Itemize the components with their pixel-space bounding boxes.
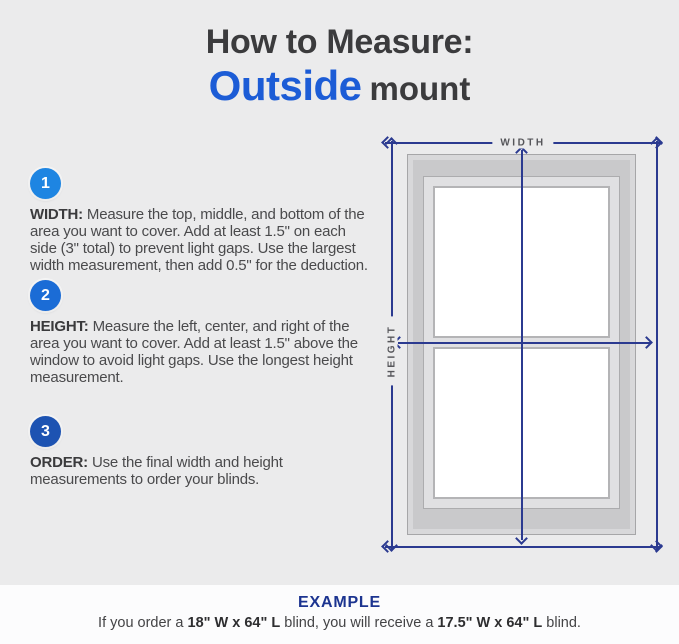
example-section [0,585,679,644]
step-3-body: Use the final width and height measurements to order your blinds. [30,454,283,488]
height-measure-line-right [656,141,658,549]
step-2-lead: HEIGHT: [30,318,89,335]
arrow-right-icon [640,336,653,349]
step-2-badge: 2 [30,280,61,311]
example-suffix: blind. [542,615,581,631]
step-width [30,168,374,274]
example-heading: EXAMPLE [298,594,381,611]
instruction-steps [30,168,374,488]
width-label: WIDTH [492,138,553,149]
step-1-lead: WIDTH: [30,206,83,223]
example-ordered-size: 18" W x 64" L [187,615,281,631]
step-1-body: Measure the top, middle, and bottom of the area you want to cover. Add at least 1.5" on each side (3" total) to prevent light gaps. Use the largest width measurement, then add 0.5" for the deduction. [30,206,368,274]
step-2-body: Measure the left, center, and right of the area you want to cover. Add at least 1.5" above the window to avoid light gaps. Use the longest height measurement. [30,318,358,386]
example-prefix: If you order a [98,615,188,631]
height-label: HEIGHT [387,317,398,386]
step-2-text [30,318,374,386]
step-3-badge: 3 [30,416,61,447]
title-line1: How to Measure: [205,23,474,61]
example-sentence [0,615,679,631]
example-middle: blind, you will receive a [280,615,438,631]
arrow-down-icon [650,539,663,552]
step-order [30,416,374,488]
height-measure-line-center [521,150,523,540]
title-line2 [0,63,679,109]
title-mount-word: mount [369,70,471,108]
window-measurement-diagram [372,122,672,592]
step-3-text [30,454,374,488]
example-received-size: 17.5" W x 64" L [437,615,543,631]
step-height [30,280,374,386]
title-mount-type: Outside [208,62,362,110]
width-measure-line-center [398,342,650,344]
step-3-lead: ORDER: [30,454,88,471]
step-1-badge: 1 [30,168,61,199]
page-title [0,24,679,110]
step-1-text [30,206,374,274]
width-measure-line-bottom [385,546,661,548]
